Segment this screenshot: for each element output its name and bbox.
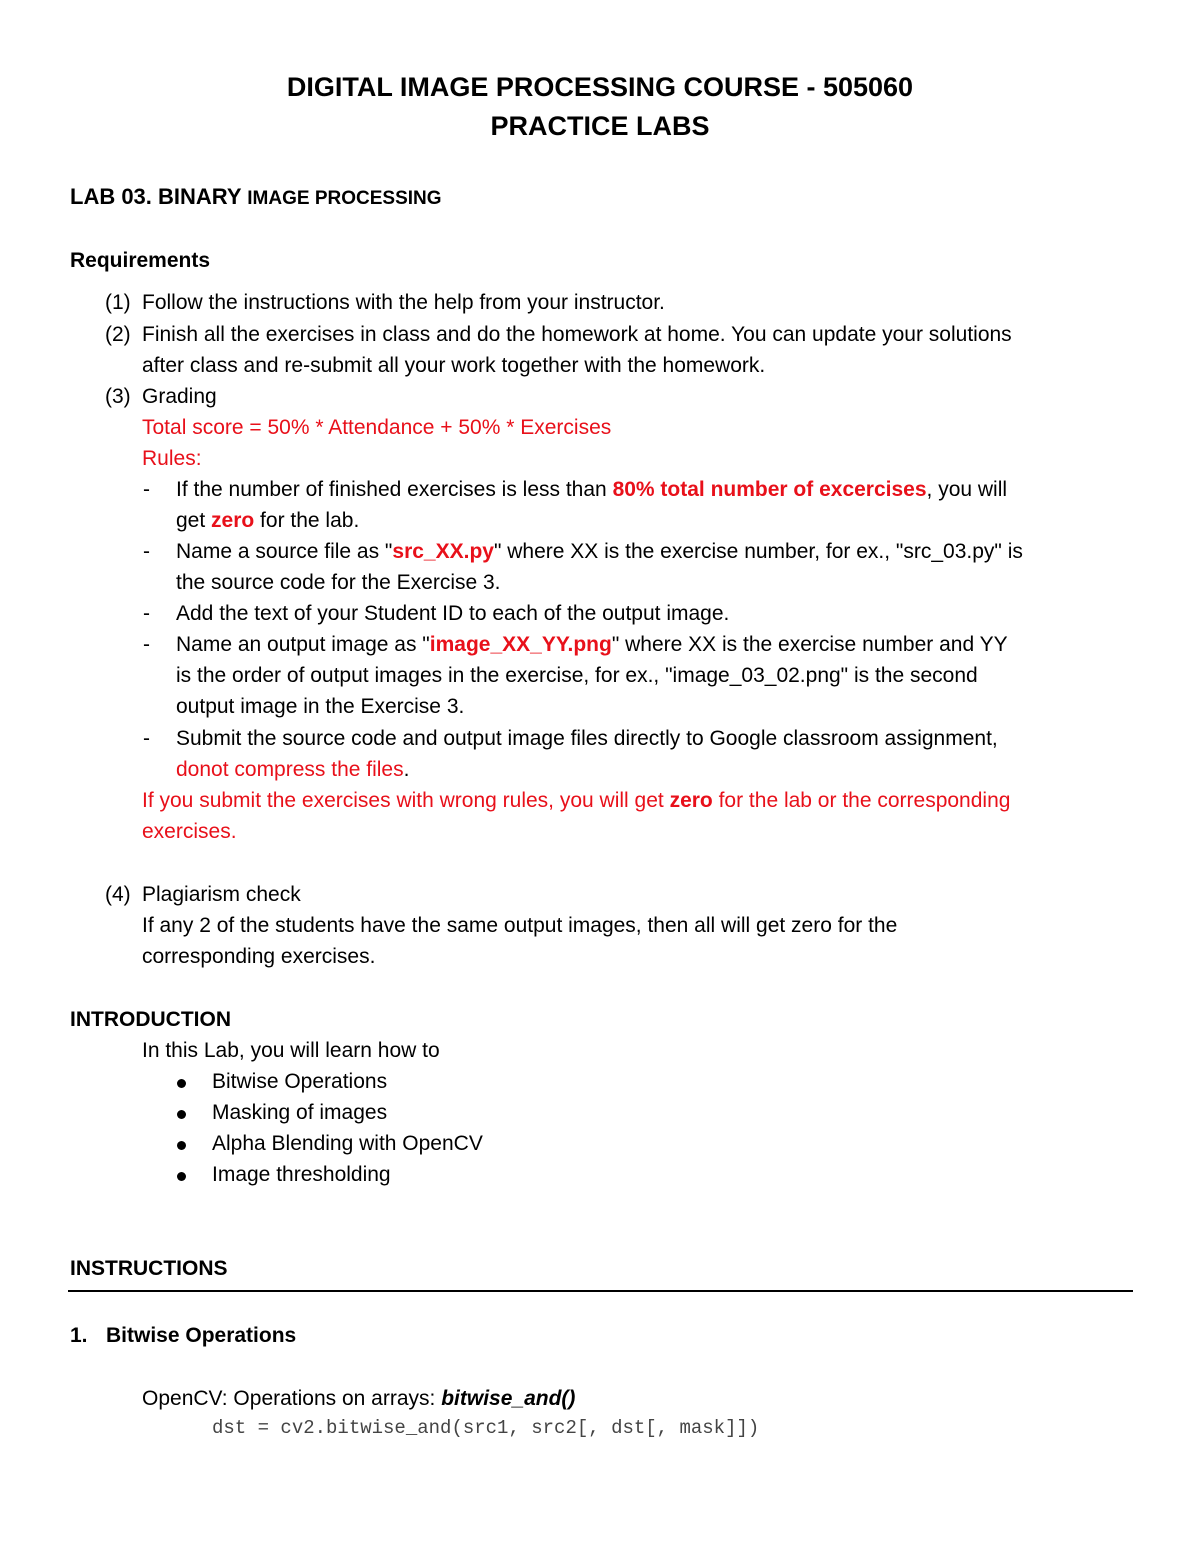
req-2-line-1: Finish all the exercises in class and do the homework at home. You can update your solutions <box>142 323 1012 346</box>
score-formula: Total score = 50% * Attendance + 50% * Exercises <box>142 416 612 439</box>
rule-4-line-3: output image in the Exercise 3. <box>176 695 465 718</box>
plagiarism-line-1: If any 2 of the students have the same output images, then all will get zero for the <box>142 914 898 937</box>
lab-title <box>70 184 442 210</box>
rule-2-dash: - <box>143 540 150 563</box>
requirements-heading: Requirements <box>70 249 211 272</box>
req-1-text: Follow the instructions with the help from your instructor. <box>142 291 665 314</box>
bullet-icon <box>177 1141 186 1150</box>
rule-3-text: Add the text of your Student ID to each of the output image. <box>176 602 730 625</box>
section-1-title: Bitwise Operations <box>106 1324 297 1347</box>
practice-labs-subtitle: PRACTICE LABS <box>490 111 710 141</box>
bullet-icon <box>177 1172 186 1181</box>
rules-warning-line-1: If you submit the exercises with wrong rules, you will get zero for the lab or the corresponding <box>142 789 1011 812</box>
rule-4-line-2: is the order of output images in the exercise, for ex., "image_03_02.png" is the second <box>176 664 978 687</box>
rule-1-line-1: If the number of finished exercises is less than 80% total number of excercises, you will <box>176 478 1008 501</box>
rule-1-line-2: get zero for the lab. <box>176 509 360 532</box>
instructions-heading: INSTRUCTIONS <box>70 1257 228 1280</box>
rule-3-dash: - <box>143 602 150 625</box>
plagiarism-label: Plagiarism check <box>142 883 301 906</box>
rules-warning-line-2: exercises. <box>142 820 237 843</box>
req-3-number: (3) <box>105 385 131 408</box>
course-title: DIGITAL IMAGE PROCESSING COURSE - 505060 <box>286 72 914 102</box>
rule-2-line-1: Name a source file as "src_XX.py" where XX is the exercise number, for ex., "src_03.py" is <box>176 540 1023 563</box>
intro-bullet-bitwise: Bitwise Operations <box>212 1070 388 1093</box>
bitwise-and-function: bitwise_and() <box>441 1387 576 1410</box>
plagiarism-line-2: corresponding exercises. <box>142 945 376 968</box>
rule-5-line-2: donot compress the files. <box>176 758 410 781</box>
opencv-reference: OpenCV: Operations on arrays: bitwise_and() <box>142 1387 576 1410</box>
grading-label: Grading <box>142 385 217 408</box>
rule-5-line-1: Submit the source code and output image files directly to Google classroom assignment, <box>176 727 998 750</box>
rule-2-filename: src_XX.py <box>392 540 494 563</box>
rule-2-line-2: the source code for the Exercise 3. <box>176 571 501 594</box>
rule-4-dash: - <box>143 633 150 656</box>
rule-1-dash: - <box>143 478 150 501</box>
section-1-number: 1. <box>70 1324 88 1347</box>
rules-label: Rules: <box>142 447 202 470</box>
introduction-heading: INTRODUCTION <box>70 1008 231 1031</box>
req-1-number: (1) <box>105 291 131 314</box>
rule-4-filename: image_XX_YY.png <box>429 633 612 656</box>
intro-bullet-masking: Masking of images <box>212 1101 388 1124</box>
rule-5-no-compress: donot compress the files <box>176 758 404 781</box>
req-2-number: (2) <box>105 323 131 346</box>
req-2-line-2: after class and re-submit all your work together with the homework. <box>142 354 766 377</box>
req-4-number: (4) <box>105 883 131 906</box>
lab-title-main: LAB 03. BINARY <box>70 184 248 209</box>
lab-title-rest: IMAGE PROCESSING <box>247 188 442 209</box>
intro-bullet-alpha: Alpha Blending with OpenCV <box>212 1132 483 1155</box>
bullet-icon <box>177 1079 186 1088</box>
rule-5-dash: - <box>143 727 150 750</box>
section-divider <box>68 1290 1133 1292</box>
bullet-icon <box>177 1110 186 1119</box>
introduction-lead: In this Lab, you will learn how to <box>142 1039 440 1062</box>
rule-4-line-1: Name an output image as "image_XX_YY.png" where XX is the exercise number and YY <box>176 633 1008 656</box>
intro-bullet-threshold: Image thresholding <box>212 1163 391 1186</box>
rule-1-threshold: 80% total number of excercises <box>612 478 927 501</box>
code-snippet: dst = cv2.bitwise_and(src1, src2[, dst[, mask]]) <box>212 1417 760 1439</box>
warning-zero: zero <box>669 789 713 812</box>
rule-1-zero: zero <box>211 509 255 532</box>
